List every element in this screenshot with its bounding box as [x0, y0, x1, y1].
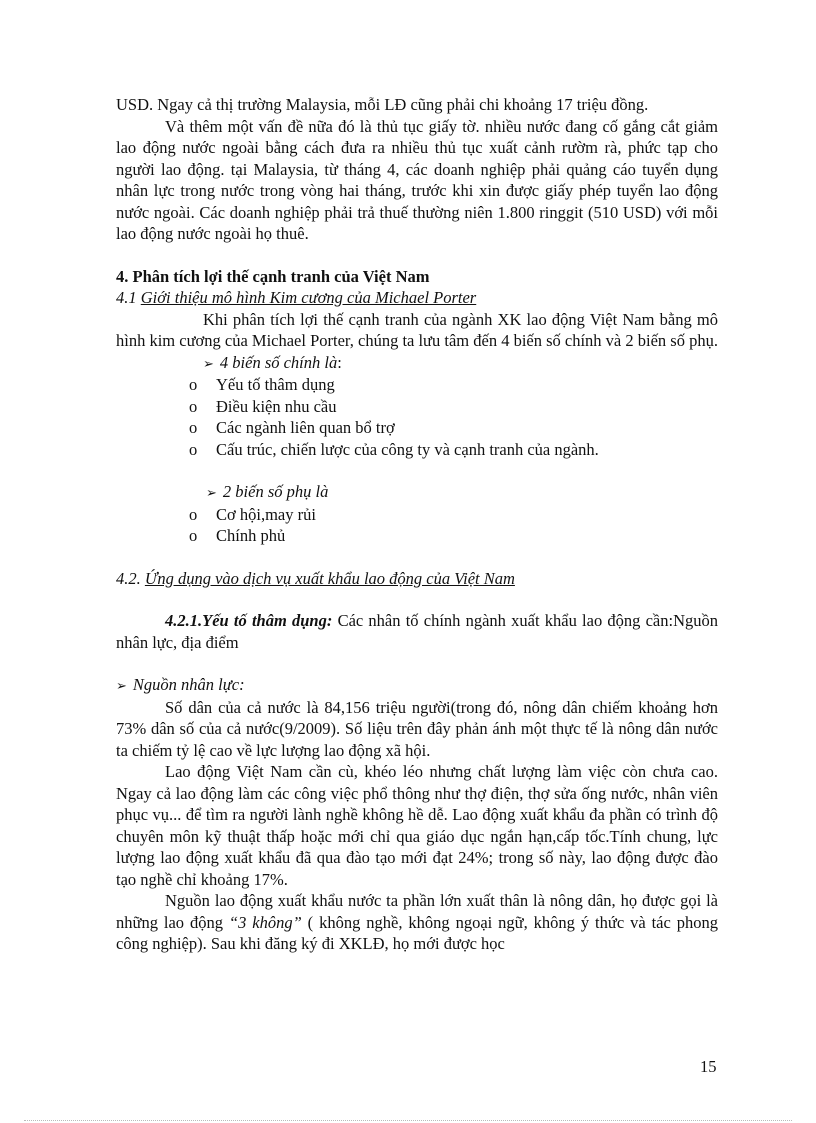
human-resources-label: ➢ Nguồn nhân lực: — [116, 674, 718, 697]
diamond-intro: Khi phân tích lợi thế cạnh tranh của ngành XK lao động Việt Nam bằng mô hình kim cương của Michael Porter, chúng ta lưu tâm đến 4 biến số chính và 2 biến số phụ. — [116, 309, 718, 350]
circle-bullet-icon: o — [189, 504, 198, 524]
circle-bullet-icon: o — [189, 375, 198, 394]
section-4-heading: 4. Phân tích lợi thế cạnh tranh của Việt Nam — [116, 266, 430, 286]
subsection-4-2-heading: 4.2. Ứng dụng vào dịch vụ xuất khẩu lao động của Việt Nam — [116, 568, 515, 588]
hr-paragraph-1: Số dân của cả nước là 84,156 triệu người(trong đó, nông dân chiếm khoảng hơn 73% dân số của cả nước(9/2009). Số liệu trên đây phản ánh một thực tế là nông dân nước ta chiếm tỷ lệ cao về lực lượng lao động xã hội. — [116, 697, 718, 760]
subsection-4-1-heading: 4.1 Giới thiệu mô hình Kim cương của Michael Porter — [116, 288, 477, 307]
page-number: 15 — [700, 1057, 717, 1076]
paragraph-1: USD. Ngay cả thị trường Malaysia, mỗi LĐ cũng phải chi khoảng 17 triệu đồng. — [116, 95, 649, 114]
list-item: o Các ngành liên quan bổ trợ — [189, 418, 395, 437]
hr-paragraph-3: Nguồn lao động xuất khẩu nước ta phần lớn xuất thân là nông dân, họ được gọi là những lao động “3 không” ( không nghề, không ngoại ngữ, không ý thức và tác phong công nghiệp). Sau khi đăng ký đi XKLĐ, họ mới được học — [116, 891, 718, 953]
circle-bullet-icon: o — [189, 418, 198, 437]
list-item: o Điều kiện nhu cầu — [189, 396, 337, 416]
page-border — [24, 1120, 792, 1121]
main-variables-label: ➢ 4 biến số chính là : — [203, 352, 718, 375]
sub-variables-label: ➢ 2 biến số phụ là — [206, 481, 718, 504]
paragraph-2: Và thêm một vấn đề nữa đó là thủ tục giấy tờ. nhiều nước đang cố gắng cắt giảm lao động nước ngoài bằng cách đưa ra nhiều thủ tục xuất cảnh rườm rà, phức tạp cho người lao động. tại Malaysia, từ tháng 4, các doanh nghiệp phải quảng cáo tuyển dụng nhân lực trong nước trong vòng hai tháng, trước khi xin được giấy phép tuyển lao động nước ngoài. Các doanh nghiệp phải trả thuế thường niên 1.800 ringgit (510 USD) với mỗi lao động nước ngoài họ thuê. — [116, 116, 718, 243]
circle-bullet-icon: o — [189, 526, 198, 545]
list-item: o Cấu trúc, chiến lược của công ty và cạnh tranh của ngành. — [189, 439, 599, 459]
list-item: o Cơ hội,may rủi — [189, 504, 316, 524]
list-item: o Chính phủ — [189, 526, 286, 545]
subsection-4-2-1: 4.2.1.Yếu tố thâm dụng: Các nhân tố chính ngành xuất khẩu lao động cần:Nguồn nhân lực, địa điểm — [116, 611, 719, 652]
arrow-bullet-icon: ➢ — [203, 355, 214, 371]
arrow-bullet-icon: ➢ — [116, 678, 127, 693]
arrow-bullet-icon: ➢ — [206, 485, 217, 500]
circle-bullet-icon: o — [189, 439, 198, 459]
circle-bullet-icon: o — [189, 396, 198, 416]
list-item: o Yếu tố thâm dụng — [189, 375, 335, 394]
hr-paragraph-2: Lao động Việt Nam cần cù, khéo léo nhưng chất lượng làm việc còn chưa cao. Ngay cả lao động làm các công việc phổ thông như thợ điện, thợ sửa ống nước, nhân viên phục vụ... để tìm ra người lành nghề không hề dễ. Lao động xuất khẩu đa phần có trình độ chuyên môn kỹ thuật thấp hoặc mới chỉ qua giáo dục ngắn hạn,cấp tốc.Tính chung, lực lượng lao động xuất khẩu đã qua đào tạo mới đạt 24%; trong số này, lao động được đào tạo nghề chỉ khoảng 17%. — [116, 762, 718, 889]
document-page — [116, 94, 718, 955]
